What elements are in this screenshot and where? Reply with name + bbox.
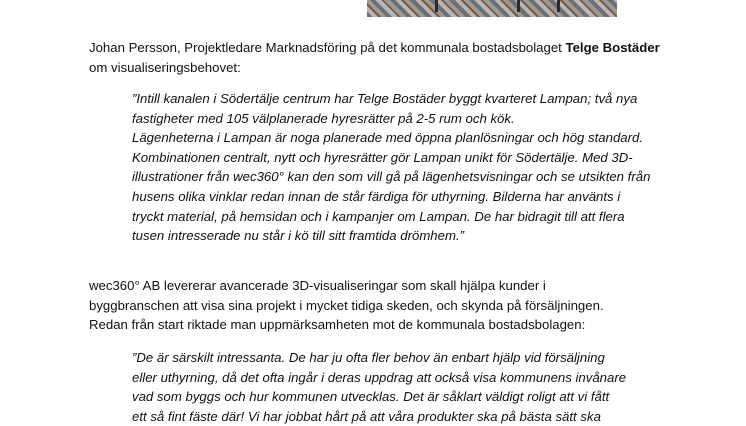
quote-line: vad som byggs och hur kommunen utvecklas. Det är såklart väldigt roligt att vi fått bbox=[132, 389, 610, 405]
quote-line: ett så fint fäste där! Vi har jobbat hårt på att våra produkter ska på bästa sätt ska bbox=[132, 408, 601, 424]
quote-line: Kombinationen centralt, nytt och hyresrätter gör Lampan unikt för Södertälje. Med 3D- bbox=[132, 149, 633, 165]
quote-wec360 bbox=[132, 348, 626, 426]
quote-line: fastigheter med 105 välplanerade hyresrätter på 2-5 rum och kök. bbox=[132, 110, 515, 126]
photo-detail bbox=[435, 0, 438, 12]
company-name: Telge Bostäder bbox=[565, 40, 660, 55]
photo-detail bbox=[517, 0, 520, 12]
building-photo bbox=[367, 0, 617, 17]
company-paragraph bbox=[89, 276, 604, 335]
quote-line: tusen intresserade nu står i kö till sitt framtida drömhem.” bbox=[132, 228, 465, 244]
intro-paragraph bbox=[89, 38, 660, 77]
quote-line: ”Intill kanalen i Södertälje centrum har Telge Bostäder byggt kvarteret Lampan; två nya bbox=[132, 91, 638, 106]
intro-text: Johan Persson, Projektledare Marknadsföring på det kommunala bostadsbolaget bbox=[89, 40, 566, 55]
paragraph-line: wec360° AB levererar avancerade 3D-visualiseringar som skall hjälpa kunder i bbox=[89, 278, 546, 293]
quote-line: illustrationer från wec360° kan den som vill gå på lägenhetsvisningar och se utsikten från bbox=[132, 169, 651, 185]
intro-text-end: om visualiseringsbehovet: bbox=[89, 59, 241, 75]
photo-detail bbox=[557, 0, 560, 12]
paragraph-line: byggbranschen att visa sina projekt i mycket tidiga skeden, och skynda på försäljningen. bbox=[89, 297, 604, 313]
quote-johan-persson bbox=[132, 89, 650, 246]
quote-line: Lägenheterna i Lampan är noga planerade med öppna planlösningar och hög standard. bbox=[132, 130, 644, 146]
quote-line: ”De är särskilt intressanta. De har ju ofta fler behov än enbart hjälp vid försäljning bbox=[132, 350, 605, 365]
quote-line: tryckt material, på hemsidan och i kampanjer om Lampan. De har bidragit till att flera bbox=[132, 208, 625, 224]
quote-line: eller uthyrning, då det ofta ingår i deras uppdrag att också visa kommunens invånare bbox=[132, 369, 627, 385]
paragraph-line: Redan från start riktade man uppmärksamheten mot de kommunala bostadsbolagen: bbox=[89, 317, 586, 332]
quote-line: husens olika vinklar redan innan de står färdiga för uthyrning. Bilderna har använts i bbox=[132, 188, 621, 204]
